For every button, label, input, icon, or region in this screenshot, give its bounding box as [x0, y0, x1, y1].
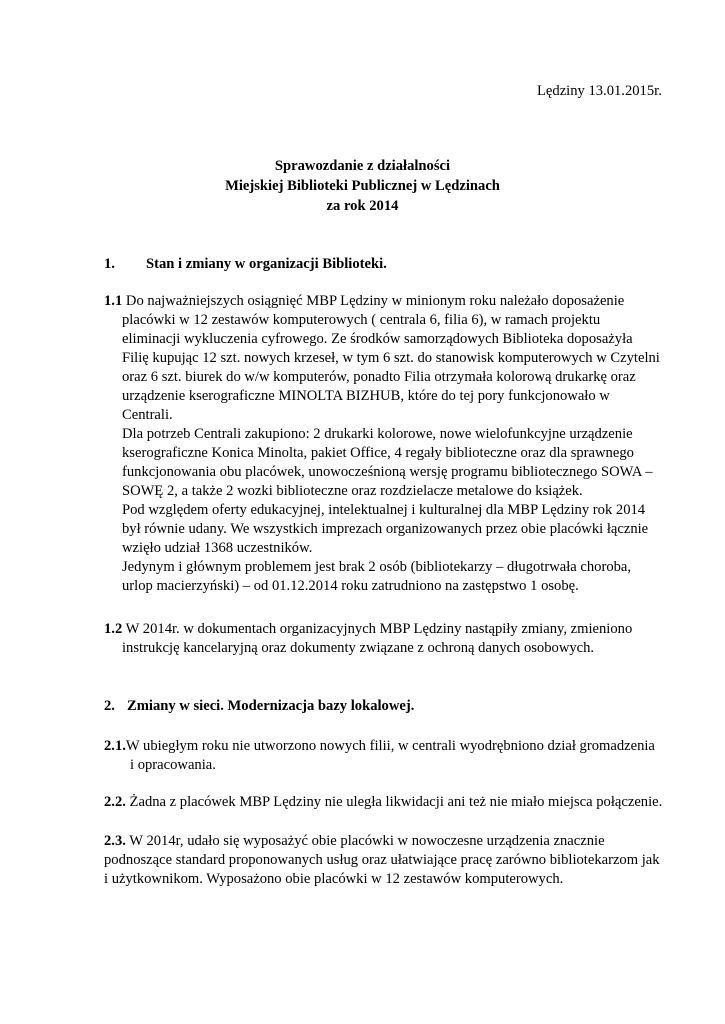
section-1-heading: Stan i zmiany w organizacji Biblioteki.: [146, 256, 387, 272]
paragraph-1-2-line: [104, 620, 632, 639]
paragraph-1-1-line: Pod względem oferty edukacyjnej, intelektualnej i kulturalnej dla MBP Lędziny rok 2014: [122, 502, 646, 518]
section-2-heading: Zmiany w sieci. Modernizacja bazy lokalowej.: [127, 698, 415, 714]
paragraph-1-1-line: eliminacji wykluczenia cyfrowego. Ze środków samorządowych Biblioteka doposażyła: [122, 331, 633, 347]
paragraph-1-1-line: kserograficzne Konica Minolta, pakiet Office, 4 regały biblioteczne oraz dla sprawnego: [122, 445, 634, 461]
paragraph-1-1-line: [104, 292, 624, 311]
paragraph-1-1-line: Filię kupując 12 szt. nowych krzeseł, w tym 6 szt. do stanowisk komputerowych w Czytelni: [122, 350, 660, 366]
paragraph-1-1-line: urządzenie kserograficzne MINOLTA BIZHUB, które do tej pory funkcjonowało w: [122, 388, 610, 404]
section-2-number: 2.: [104, 698, 115, 714]
paragraph-1-1-line: Jedynym i głównym problemem jest brak 2 osób (bibliotekarzy – długotrwała choroba,: [122, 559, 632, 575]
paragraph-1-1-line: funkcjonowania obu placówek, unowocześnioną wersję programu bibliotecznego SOWA –: [122, 464, 653, 480]
paragraph-1-1-line: placówki w 12 zestawów komputerowych ( centrala 6, filia 6), w ramach projektu: [122, 312, 601, 328]
paragraph-2-2-line: [104, 793, 662, 812]
paragraph-1-1-line: urlop macierzyński) – od 01.12.2014 roku zatrudniono na zastępstwo 1 osobę.: [122, 578, 579, 594]
paragraph-2-3-line: [104, 832, 605, 851]
paragraph-1-2-number: 1.2: [104, 621, 123, 637]
paragraph-1-1-line: oraz 6 szt. biurek do w/w komputerów, ponadto Filia otrzymała kolorową drukarkę oraz: [122, 369, 636, 385]
paragraph-2-1-text: W ubiegłym roku nie utworzono nowych filii, w centrali wyodrębniono dział gromadzenia: [125, 738, 655, 754]
paragraph-2-2-text: Żadna z placówek MBP Lędziny nie uległa likwidacji ani też nie miało miejsca połączenie.: [129, 794, 663, 810]
paragraph-1-2-line: instrukcję kancelaryjną oraz dokumenty związane z ochroną danych osobowych.: [122, 640, 595, 656]
paragraph-2-1-line: i opracowania.: [130, 757, 216, 773]
paragraph-1-1-line: był równie udany. We wszystkich imprezach organizowanych przez obie placówki łącznie: [122, 521, 649, 537]
paragraph-2-2-number: 2.2.: [104, 794, 126, 810]
section-1-number: 1.: [104, 256, 115, 272]
paragraph-1-1-line: SOWĘ 2, a także 2 wozki biblioteczne oraz rozdzielacze metalowe do książek.: [122, 483, 583, 499]
paragraph-1-1-number: 1.1: [104, 293, 123, 309]
title-line-1: Sprawozdanie z działalności: [274, 158, 451, 174]
paragraph-1-1-text: Do najważniejszych osiągnięć MBP Lędziny w minionym roku należało doposażenie: [125, 293, 625, 309]
paragraph-1-1-line: Centrali.: [122, 407, 173, 423]
paragraph-1-1-line: Dla potrzeb Centrali zakupiono: 2 drukarki kolorowe, nowe wielofunkcyjne urządzenie: [122, 426, 633, 442]
paragraph-1-2-text: W 2014r. w dokumentach organizacyjnych MBP Lędziny nastąpiły zmiany, zmieniono: [125, 621, 633, 637]
paragraph-2-3-text: W 2014r, udało się wyposażyć obie placówki w nowoczesne urządzenia znacznie: [129, 833, 605, 849]
paragraph-2-1-number: 2.1.: [104, 738, 126, 754]
paragraph-1-1-line: wzięło udział 1368 uczestników.: [122, 540, 313, 556]
paragraph-2-3-line: podnoszące standard proponowanych usług oraz ułatwiające pracę zarówno bibliotekarzom jak: [104, 852, 660, 868]
paragraph-2-3-number: 2.3.: [104, 833, 126, 849]
paragraph-2-3-line: i użytkownikom. Wyposażono obie placówki w 12 zestawów komputerowych.: [104, 871, 564, 887]
title-line-2: Miejskiej Biblioteki Publicznej w Lędzinach: [225, 178, 500, 194]
title-line-3: za rok 2014: [326, 198, 399, 214]
document-date: Lędziny 13.01.2015r.: [537, 83, 662, 99]
paragraph-2-1-line: [104, 737, 655, 756]
